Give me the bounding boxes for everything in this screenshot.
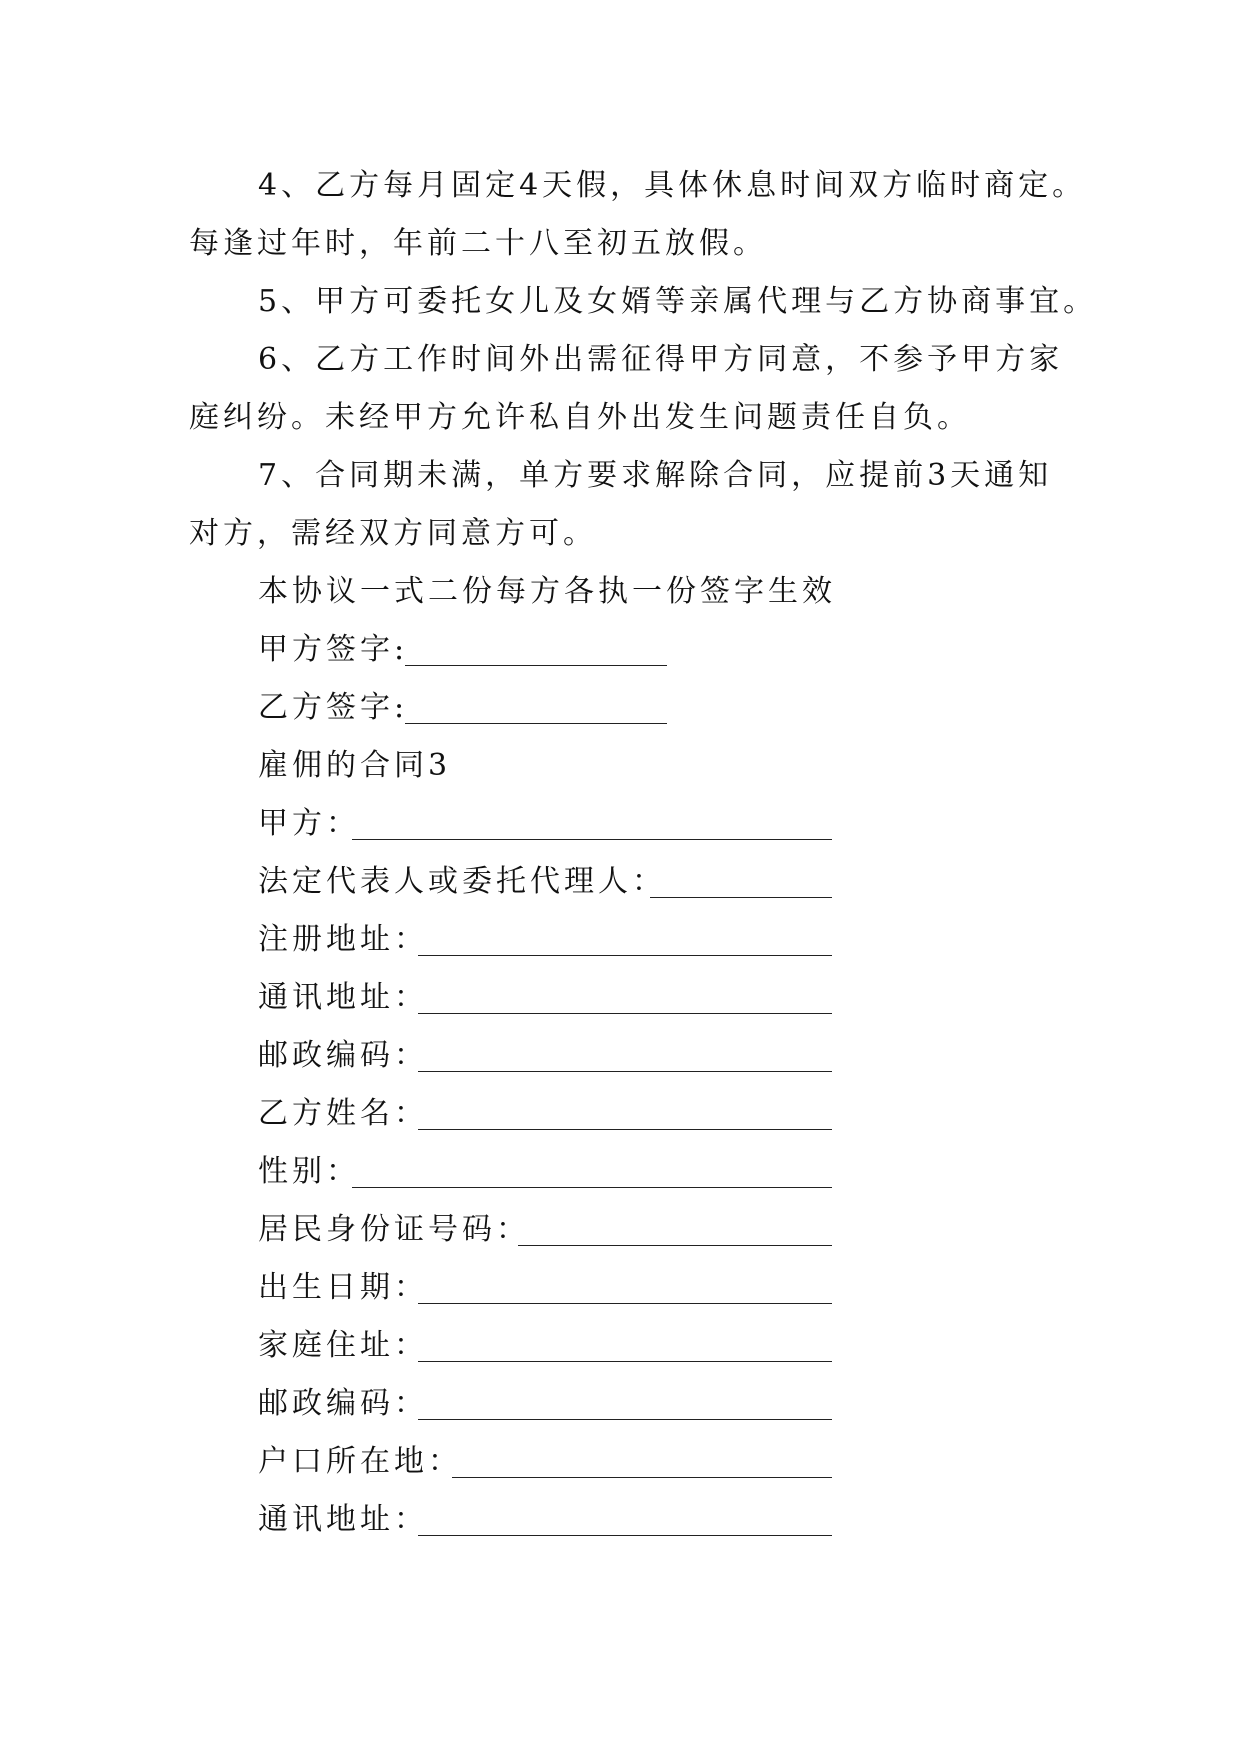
field-mailing-address-2-blank[interactable] [418,1535,832,1536]
field-gender-blank[interactable] [352,1187,832,1188]
section-title: 雇佣的合同3 [258,748,452,783]
field-gender-label: 性别： [258,1154,360,1189]
field-registered-address-blank[interactable] [418,955,832,956]
field-id-number-label: 居民身份证号码： [258,1212,530,1247]
clause-4-line-1: 4、乙方每月固定4天假，具体休息时间双方临时商定。 [258,168,1087,203]
field-home-address-label: 家庭住址： [258,1328,428,1363]
field-party-a-label: 甲方： [258,806,360,841]
clause-6-line-1: 6、乙方工作时间外出需征得甲方同意，不参予甲方家 [258,342,1064,377]
clause-4-line-2: 每逢过年时，年前二十八至初五放假。 [189,226,767,261]
field-mailing-address-label: 通讯地址： [258,980,428,1015]
field-party-b-name-blank[interactable] [418,1129,832,1130]
party-b-signature-label: 乙方签字: [258,690,409,725]
clause-7-line-1: 7、合同期未满，单方要求解除合同，应提前3天通知 [258,458,1053,493]
agreement-note: 本协议一式二份每方各执一份签字生效 [258,574,836,609]
field-birth-date-label: 出生日期： [258,1270,428,1305]
field-postal-code-blank[interactable] [418,1071,832,1072]
field-postal-code-2-label: 邮政编码： [258,1386,428,1421]
field-representative-label: 法定代表人或委托代理人： [258,864,666,899]
clause-5-line-1: 5、甲方可委托女儿及女婿等亲属代理与乙方协商事宜。 [258,284,1098,319]
field-registered-address-label: 注册地址： [258,922,428,957]
field-mailing-address-2-label: 通讯地址： [258,1502,428,1537]
field-party-b-name-label: 乙方姓名： [258,1096,428,1131]
field-birth-date-blank[interactable] [418,1303,832,1304]
party-b-signature-blank[interactable] [405,723,667,724]
field-mailing-address-blank[interactable] [418,1013,832,1014]
field-postal-code-label: 邮政编码： [258,1038,428,1073]
field-household-registration-blank[interactable] [452,1477,832,1478]
field-representative-blank[interactable] [650,897,832,898]
field-household-registration-label: 户口所在地： [258,1444,462,1479]
party-a-signature-label: 甲方签字: [258,632,409,667]
field-party-a-blank[interactable] [352,839,832,840]
field-home-address-blank[interactable] [418,1361,832,1362]
field-id-number-blank[interactable] [518,1245,832,1246]
clause-7-line-2: 对方，需经双方同意方可。 [189,516,597,551]
clause-6-line-2: 庭纠纷。未经甲方允许私自外出发生问题责任自负。 [189,400,971,435]
party-a-signature-blank[interactable] [405,665,667,666]
field-postal-code-2-blank[interactable] [418,1419,832,1420]
